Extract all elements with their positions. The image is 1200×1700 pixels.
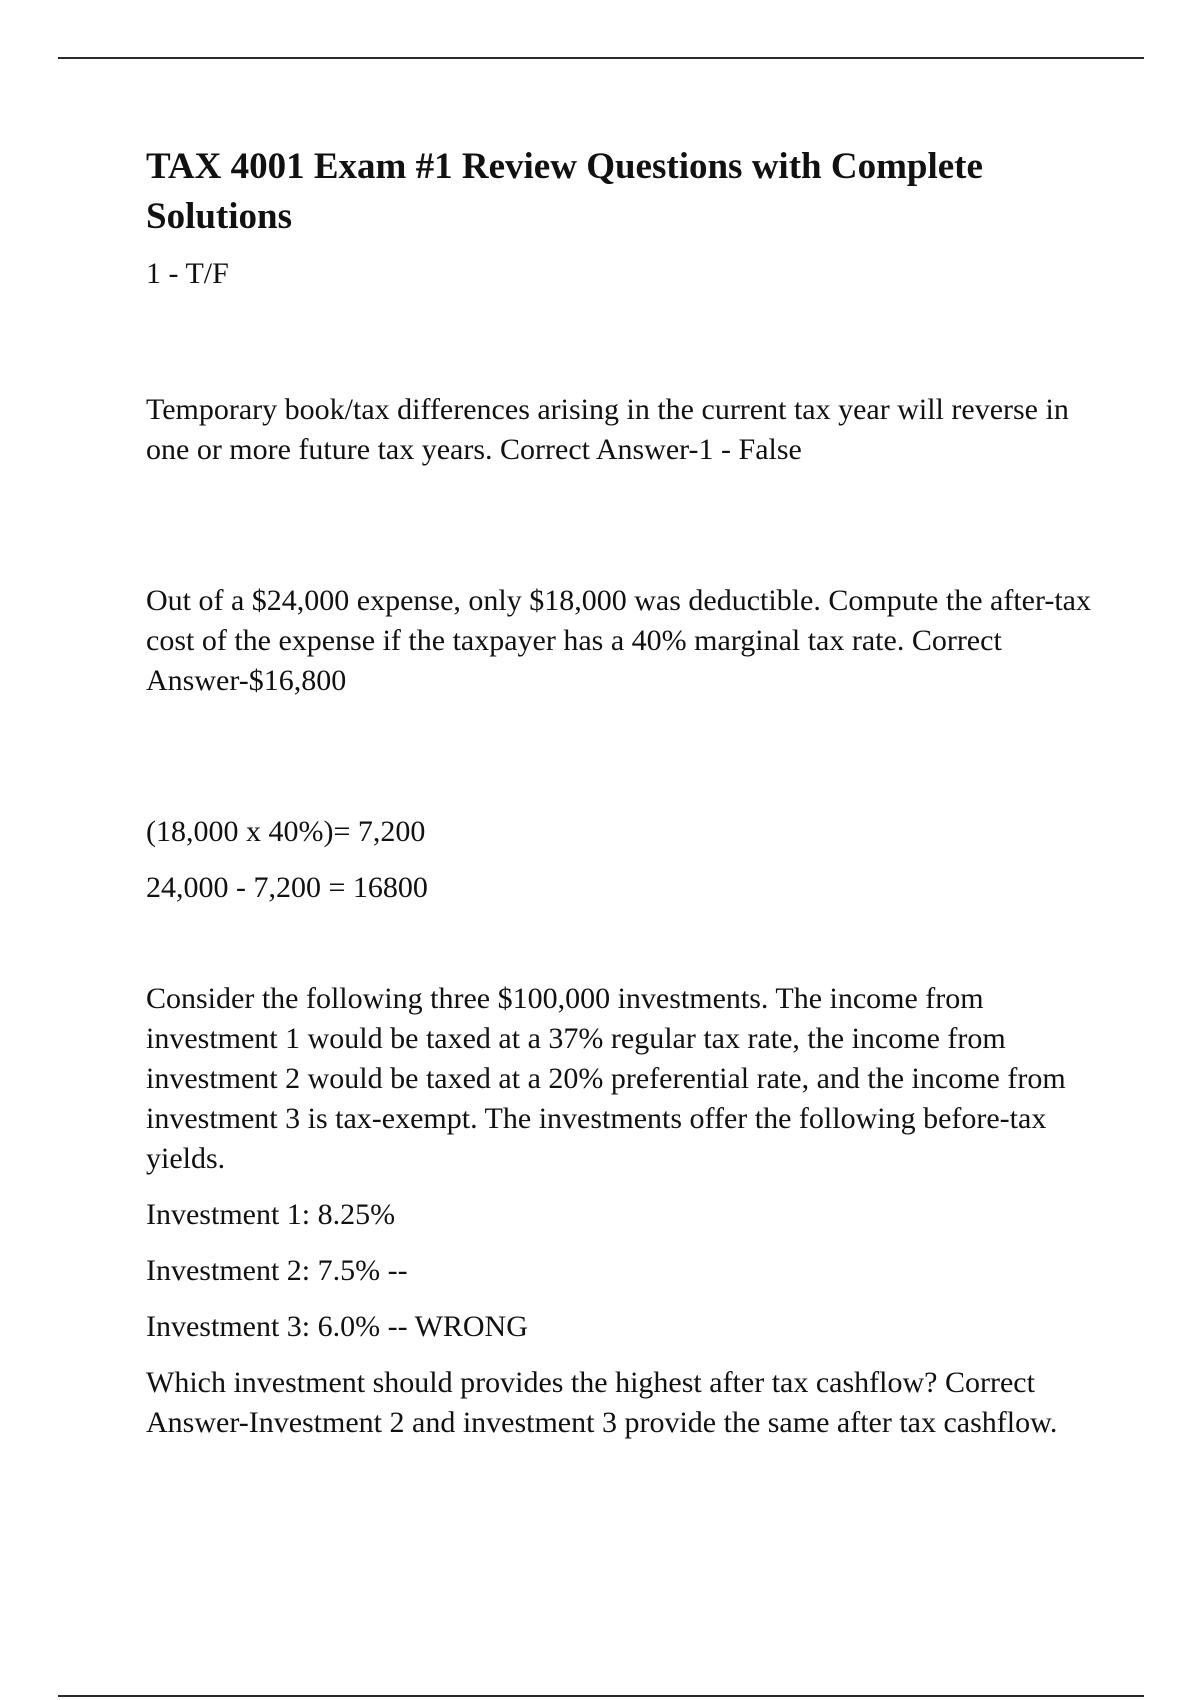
- question-1: Temporary book/tax differences arising in the current tax year will reverse in one or more future tax years. Correct Answer-1 - False: [146, 393, 1069, 466]
- footer-rule: [58, 1695, 1144, 1697]
- investment-1-line: Investment 1: 8.25%: [146, 1198, 396, 1231]
- investment-3-line: Investment 3: 6.0% -- WRONG: [146, 1310, 528, 1343]
- question-2-calculation-1: (18,000 x 40%)= 7,200: [146, 815, 426, 848]
- investment-2-line: Investment 2: 7.5% --: [146, 1254, 408, 1287]
- header-rule: [58, 57, 1144, 59]
- document-title: TAX 4001 Exam #1 Review Questions with Complete Solutions: [146, 146, 983, 237]
- document-body: [146, 142, 1106, 1443]
- question-2-calculation-2: 24,000 - 7,200 = 16800: [146, 871, 428, 904]
- section-label: 1 - T/F: [146, 257, 229, 290]
- question-3-question: Which investment should provides the highest after tax cashflow? Correct Answer-Investment 2 and investment 3 provide the same after tax cashflow.: [146, 1366, 1058, 1439]
- question-2: Out of a $24,000 expense, only $18,000 was deductible. Compute the after-tax cost of the expense if the taxpayer has a 40% marginal tax rate. Correct Answer-$16,800: [146, 584, 1091, 697]
- question-3-intro: Consider the following three $100,000 investments. The income from investment 1 would be taxed at a 37% regular tax rate, the income from investment 2 would be taxed at a 20% preferential rate, and the income from investment 3 is tax-exempt. The investments offer the following before-tax yields.: [146, 982, 1066, 1175]
